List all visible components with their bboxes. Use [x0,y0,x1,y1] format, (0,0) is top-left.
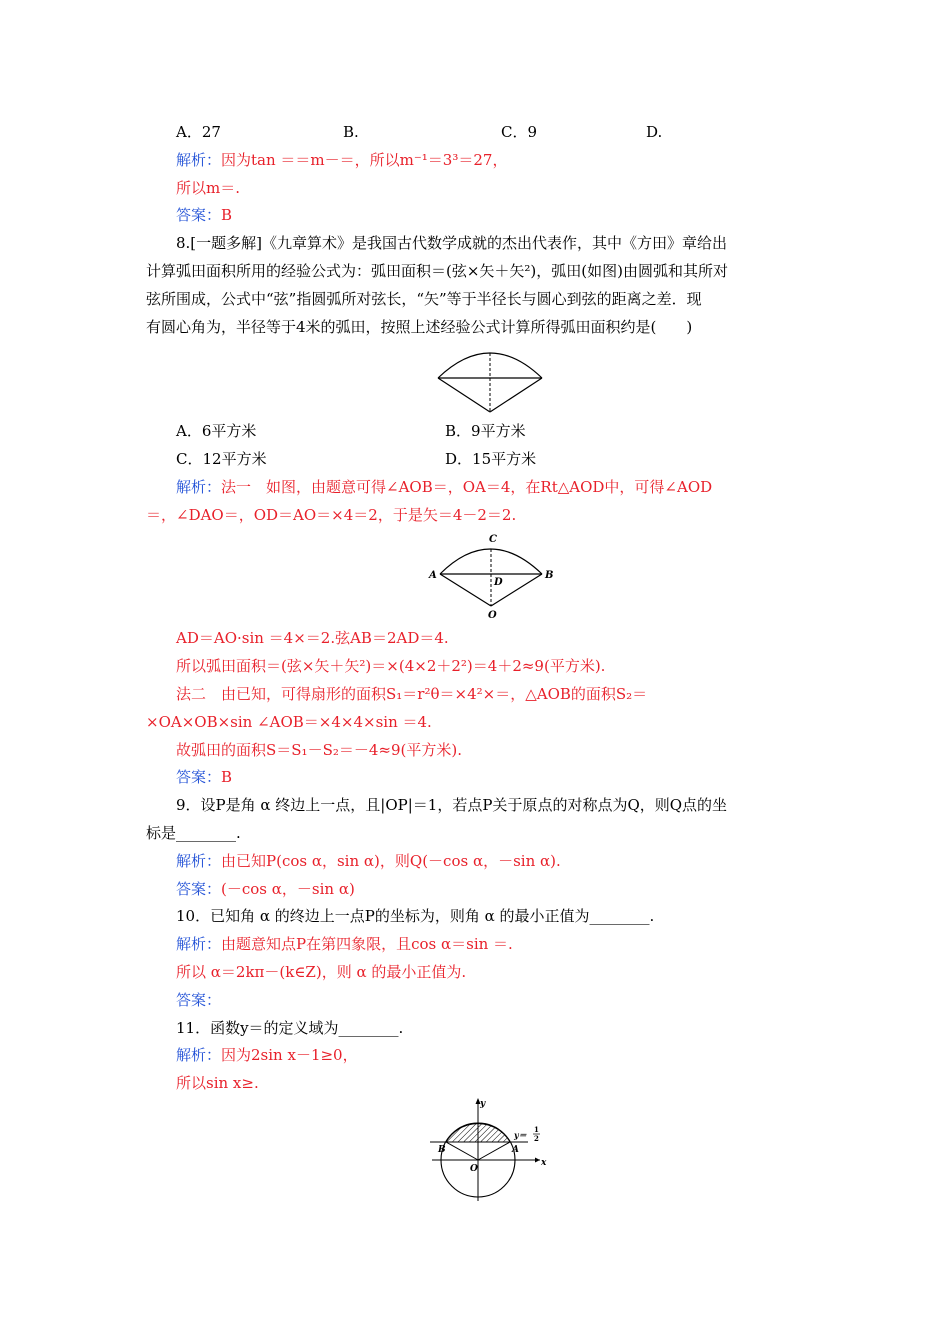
label-b: B [438,1145,446,1155]
q8-option-d: D．15平方米 [445,450,537,468]
label-o: O [488,610,497,621]
q7-option-c: C．9 [501,123,538,141]
label-a: A [429,570,437,581]
q11-stem: 11．函数y＝的定义域为________. [176,1019,404,1037]
solution-label: 解析： [176,151,222,169]
arc-field-figure [430,340,550,415]
q7-option-d: D. [646,123,663,141]
q8-option-c: C．12平方米 [176,450,267,468]
answer-value: (－cos α，－sin α) [221,880,355,898]
q8-option-a: A．6平方米 [176,422,257,440]
q8-solution-line-7: 故弧田的面积S＝S₁－S₂＝－4≈9(平方米). [176,741,462,759]
q8-answer [176,767,232,787]
q9-stem-line-1: 9．设P是角 α 终边上一点，且|OP|＝1，若点P关于原点的对称点为Q，则Q点的坐 [176,796,728,814]
solution-text: 因为tan ＝＝m－＝，所以m⁻¹＝3³＝27， [221,151,508,169]
label-o: O [470,1164,478,1174]
label-c: C [489,534,497,545]
q8-stem-line-1: 8.[一题多解]《九章算术》是我国古代数学成就的杰出代表作，其中《方田》章给出 [176,234,728,252]
label-b: B [545,570,554,581]
fraction-numerator: 1 [534,1125,539,1134]
q10-stem: 10．已知角 α 的终边上一点P的坐标为，则角 α 的最小正值为________. [176,907,655,925]
unit-circle-figure [430,1096,555,1204]
q9-answer [176,879,355,899]
answer-label: 答案： [176,768,222,786]
q8-solution [176,477,712,497]
q8-solution-line-2: ＝，∠DAO＝，OD＝AO＝×4＝2，于是矢＝4－2＝2. [146,506,517,524]
label-a: A [512,1145,519,1155]
answer-label: 答案： [176,206,222,224]
q10-answer-label: 答案： [176,991,222,1009]
q8-stem-line-3: 弦所围成，公式中“弦”指圆弧所对弦长，“矢”等于半径长与圆心到弦的距离之差．现 [146,290,702,308]
q11-solution-line-2: 所以sin x≥. [176,1074,259,1092]
q8-solution-line-6: ×OA×OB×sin ∠AOB＝×4×4×sin ＝4. [146,713,432,731]
q7-solution [176,150,507,170]
q9-stem-line-2: 标是________. [146,824,241,842]
q10-solution [176,934,513,954]
solution-text: 由已知P(cos α，sin α)，则Q(－cos α，－sin α). [221,852,561,870]
q8-stem-line-2: 计算弧田面积所用的经验公式为：弧田面积＝(弦×矢＋矢²)，弧田(如图)由圆弧和其所对 [146,262,728,280]
q7-solution-line-2: 所以m＝. [176,179,240,197]
q7-option-b: B. [343,123,359,141]
solution-label: 解析： [176,852,222,870]
q8-solution-line-4: 所以弧田面积＝(弦×矢＋矢²)＝×(4×2＋2²)＝4＋2≈9(平方米). [176,657,606,675]
answer-value: B [221,768,233,786]
x-axis-label: x [541,1158,547,1168]
solution-text: 法一 如图，由题意可得∠AOB＝，OA＝4，在Rt△AOD中，可得∠AOD [221,478,713,496]
solution-label: 解析： [176,478,222,496]
y-axis-label: y [480,1099,486,1109]
solution-text: 由题意知点P在第四象限，且cos α＝sin ＝. [221,935,513,953]
label-d: D [494,577,503,588]
q8-stem-line-4: 有圆心角为，半径等于4米的弧田，按照上述经验公式计算所得弧田面积约是( ) [146,318,693,336]
line-label: y＝ [514,1130,527,1140]
solution-label: 解析： [176,1046,222,1064]
q8-solution-line-3: AD＝AO·sin ＝4×＝2.弦AB＝2AD＝4. [176,629,449,647]
answer-label: 答案： [176,880,222,898]
q7-option-a: A．27 [176,123,221,141]
solution-text: 因为2sin x－1≥0， [221,1046,358,1064]
q7-answer [176,205,232,225]
fraction-denominator: 2 [534,1134,539,1143]
solution-label: 解析： [176,935,222,953]
q8-option-b: B．9平方米 [445,422,526,440]
labeled-arc-field-figure [428,532,558,620]
q8-solution-line-5: 法二 由已知，可得扇形的面积S₁＝r²θ＝×4²×＝，△AOB的面积S₂＝ [176,685,648,703]
answer-value: B [221,206,233,224]
q10-solution-line-2: 所以 α＝2kπ－(k∈Z)，则 α 的最小正值为. [176,963,467,981]
q9-solution [176,851,561,871]
q11-solution [176,1045,358,1065]
